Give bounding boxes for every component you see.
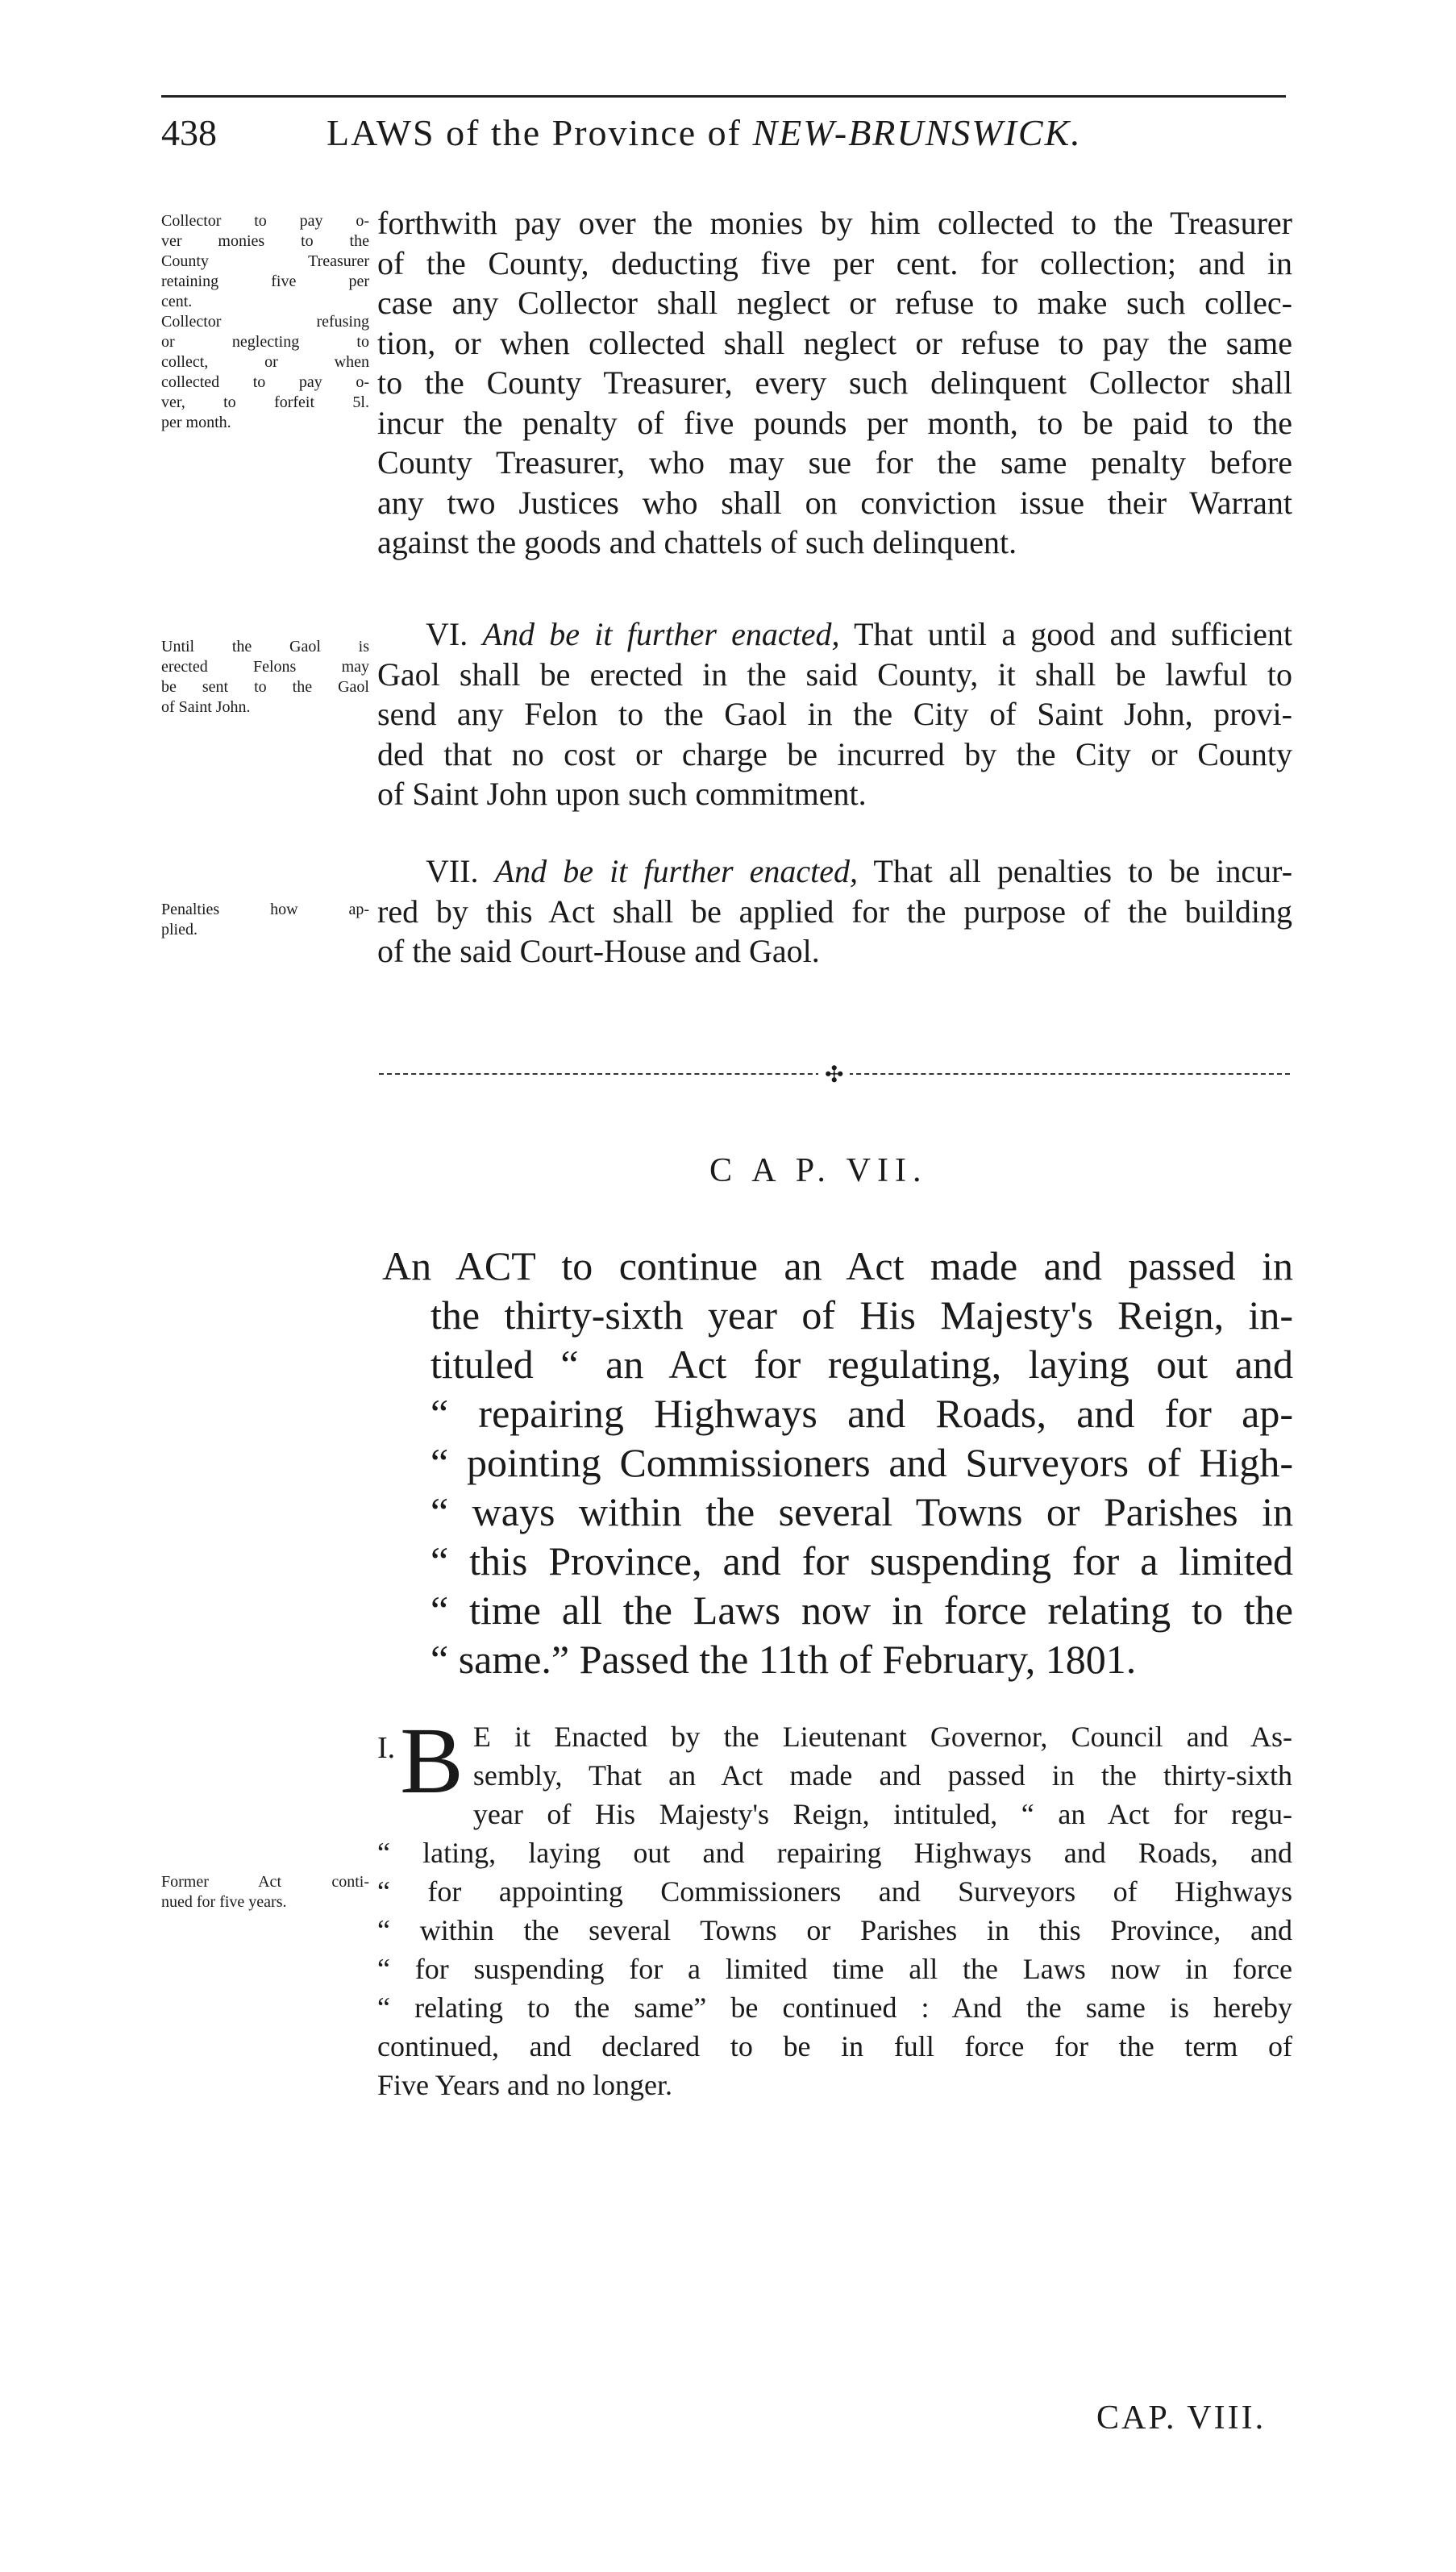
margin-line: collected to pay o- (161, 373, 369, 391)
paragraph-line: Gaol shall be erected in the said County, it shall be lawful to (377, 655, 1292, 693)
act-title-line: “ ways within the several Towns or Parishes in (431, 1489, 1293, 1534)
margin-line: ver monies to the (161, 232, 369, 250)
section-vii (377, 851, 1292, 972)
chapter-heading: C A P. VII. (709, 1152, 928, 1189)
margin-line: or neglecting to (161, 333, 369, 351)
margin-line: Collector to pay o- (161, 212, 369, 230)
margin-line: erected Felons may (161, 658, 369, 676)
section-numeral: VI. (426, 616, 468, 652)
paragraph-line: “ relating to the same” be continued : And the same is hereby (377, 1991, 1292, 2024)
margin-line: per month. (161, 414, 231, 431)
margin-line: be sent to the Gaol (161, 678, 369, 696)
margin-line: Collector refusing (161, 313, 369, 331)
act-title-line: “ same.” Passed the 11th of February, 1801. (431, 1637, 1137, 1682)
margin-line: ver, to forfeit 5l. (161, 393, 369, 411)
paragraph-line: E it Enacted by the Lieutenant Governor, Council and As- (472, 1721, 1292, 1753)
page-header (161, 95, 1286, 168)
catchword: CAP. VIII. (1096, 2399, 1267, 2437)
paragraph-collector (377, 203, 1292, 563)
paragraph-line: ded that no cost or charge be incurred by the City or County (377, 735, 1292, 772)
paragraph-line: “ for appointing Commissioners and Surveyors of Highways (377, 1875, 1292, 1908)
margin-line: nued for five years. (161, 1893, 287, 1911)
section-vii-first-line (377, 851, 1292, 892)
paragraph-line: send any Felon to the Gaol in the City of Saint John, provi- (377, 696, 1292, 732)
paragraph-line: Five Years and no longer. (377, 2069, 672, 2101)
paragraph-line: case any Collector shall neglect or refuse to make such collec- (377, 285, 1292, 321)
margin-line: of Saint John. (161, 698, 251, 716)
margin-line: plied. (161, 921, 198, 938)
section-vi (377, 614, 1292, 814)
paragraph-line: incur the penalty of five pounds per month, to be paid to the (377, 404, 1292, 441)
drop-cap: B (400, 1708, 464, 1813)
margin-line: County Treasurer (161, 252, 369, 270)
enacting-phrase: And be it further enacted, (482, 616, 840, 652)
act-title-line: “ time all the Laws now in force relating to the (431, 1588, 1293, 1633)
running-head (327, 111, 1082, 154)
running-head-province: NEW-BRUNSWICK. (752, 112, 1082, 153)
enacting-phrase: And be it further enacted, (494, 853, 859, 889)
act-title-line: “ pointing Commissioners and Surveyors of High- (431, 1440, 1293, 1485)
paragraph-line: tion, or when collected shall neglect or refuse to pay the same (377, 324, 1292, 361)
act-title (382, 1242, 1293, 1684)
paragraph-line: of Saint John upon such commitment. (377, 776, 867, 812)
act-title-line: “ repairing Highways and Roads, and for ap- (431, 1391, 1293, 1436)
paragraph-line: sembly, That an Act made and passed in the thirty-sixth (472, 1759, 1292, 1792)
act-title-line: “ this Province, and for suspending for a limited (431, 1538, 1293, 1584)
paragraph-line: “ lating, laying out and repairing Highways and Roads, and (377, 1837, 1292, 1869)
paragraph-line: forthwith pay over the monies by him collected to the Treasurer (377, 205, 1292, 241)
fleuron-icon: ✣ (818, 1061, 850, 1088)
paragraph-line: County Treasurer, who may sue for the same penalty before (377, 444, 1292, 481)
paragraph-line: to the County Treasurer, every such delinquent Collector shall (377, 364, 1292, 401)
header-rule (161, 95, 1286, 98)
margin-line: collect, or when (161, 353, 369, 371)
paragraph-line: That until a good and sufficient (854, 616, 1293, 652)
act-title-line: tituled “ an Act for regulating, laying out and (431, 1342, 1293, 1387)
paragraph-line: “ for suspending for a limited time all the Laws now in force (377, 1953, 1292, 1985)
section-vi-first-line (377, 614, 1292, 655)
page-number: 438 (161, 112, 217, 153)
paragraph-line: of the County, deducting five per cent. for collection; and in (377, 244, 1292, 281)
paragraph-line: any two Justices who shall on conviction issue their Warrant (377, 484, 1292, 521)
margin-line: Until the Gaol is (161, 638, 369, 655)
paragraph-line: red by this Act shall be applied for the purpose of the building (377, 893, 1292, 930)
margin-line: Penalties how ap- (161, 901, 369, 918)
ornamental-rule (379, 1063, 1290, 1088)
paragraph-line: That all penalties to be incur- (873, 853, 1293, 889)
margin-note-gaol (161, 637, 369, 718)
margin-note-collector (161, 211, 369, 433)
margin-line: retaining five per (161, 273, 369, 290)
act-title-line: An ACT to continue an Act made and passed in (382, 1243, 1293, 1288)
section-i (377, 1708, 1292, 2104)
margin-line: cent. (161, 293, 193, 310)
act-title-line: the thirty-sixth year of His Majesty's Reign, in- (431, 1292, 1293, 1338)
paragraph-line: of the said Court-House and Gaol. (377, 933, 820, 969)
section-numeral: I. (377, 1731, 396, 1765)
paragraph-line: year of His Majesty's Reign, intituled, “ an Act for regu- (472, 1798, 1292, 1830)
margin-line: Former Act conti- (161, 1873, 369, 1891)
paragraph-line: “ within the several Towns or Parishes in this Province, and (377, 1914, 1292, 1946)
section-numeral: VII. (426, 853, 479, 889)
paragraph-line: continued, and declared to be in full force for the term of (377, 2030, 1292, 2062)
running-head-prefix: LAWS of the Province of (327, 112, 742, 153)
margin-note-penalties (161, 900, 369, 940)
paragraph-line: against the goods and chattels of such delinquent. (377, 524, 1017, 560)
margin-note-former-act (161, 1872, 369, 1912)
